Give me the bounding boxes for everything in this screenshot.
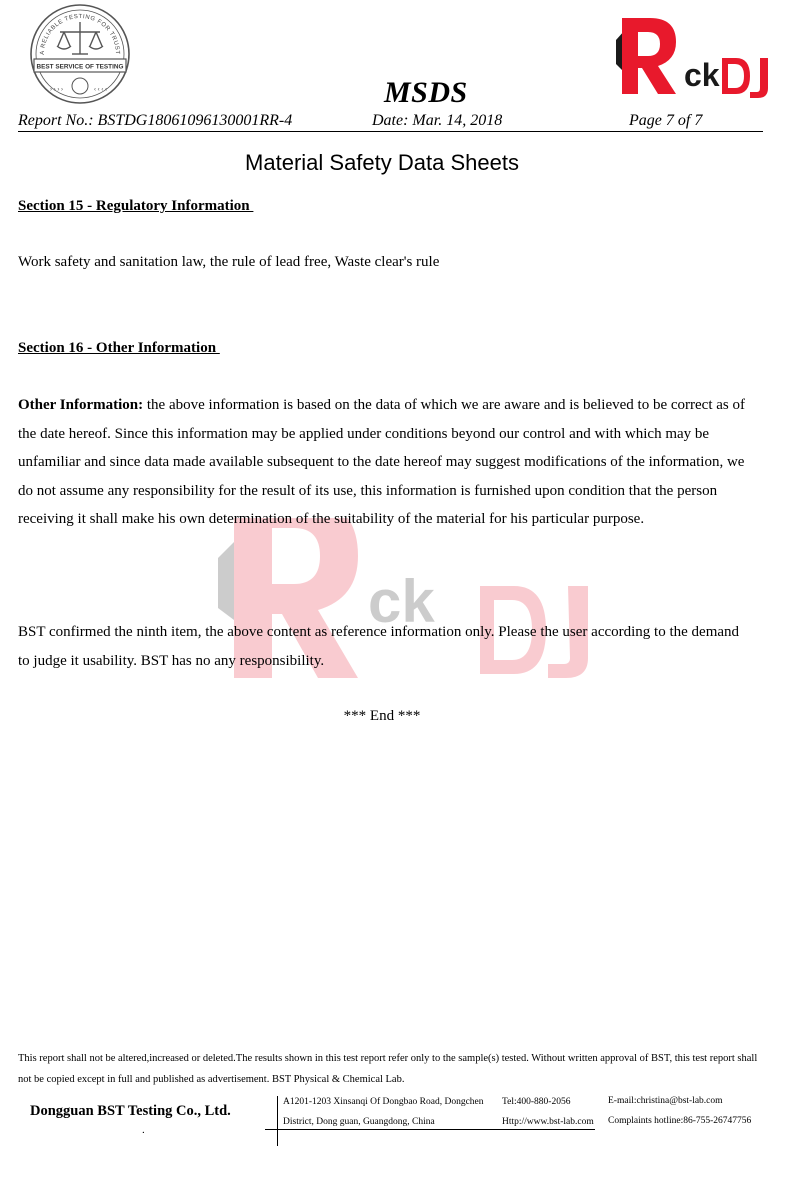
doc-type-title: MSDS — [384, 76, 468, 109]
report-date: Date: Mar. 14, 2018 — [372, 112, 503, 129]
end-mark: *** End *** — [343, 708, 421, 724]
svg-text:› › › ›: › › › › — [50, 87, 63, 93]
logo-ck-text: ck — [684, 57, 720, 93]
section-15-heading: Section 15 - Regulatory Information — [18, 198, 254, 214]
footer-disclaimer: This report shall not be altered,increased or deleted.The results shown in this test report refer only to the sample(s) tested. Without written approval of BST, this test report shall not be copied except in full and published as advertisement. BST Physical & Chemical Lab. — [18, 1053, 758, 1085]
telephone: Tel:400-880-2056 — [502, 1097, 571, 1107]
bst-seal-logo — [28, 2, 132, 106]
confirmation-text: BST confirmed the ninth item, the above content as reference information only. Please the user according to the demand to judge it usability. BST has no any responsibility. — [18, 624, 740, 669]
page-number: Page 7 of 7 — [629, 112, 703, 129]
svg-text:‹ ‹ ‹ ‹: ‹ ‹ ‹ ‹ — [94, 87, 107, 93]
section-16-heading: Section 16 - Other Information — [18, 340, 220, 356]
other-info-label: Other Information: — [18, 397, 144, 413]
seal-ring-text: A RELIABLE TESTING FOR TRUST — [39, 13, 121, 55]
complaints-hotline: Complaints hotline:86-755-26747756 — [608, 1116, 752, 1126]
page-title: Material Safety Data Sheets — [245, 150, 519, 175]
svg-text:ck: ck — [368, 568, 435, 635]
scales-icon — [57, 22, 103, 54]
header-divider — [18, 131, 763, 132]
section-16-paragraph — [18, 391, 754, 534]
address-line-2: District, Dong guan, Guangdong, China — [283, 1117, 435, 1127]
website: Http://www.bst-lab.com — [502, 1117, 594, 1127]
footer-vertical-divider — [277, 1096, 278, 1146]
footer-horizontal-divider — [265, 1129, 595, 1130]
other-info-text: the above information is based on the data of which we are aware and is believed to be correct as of the date hereof. Since this information may be applied under conditions beyond our control and with which may be unfamiliar and since data made available subsequent to the date hereof may suggest modifications of the information, we do not assume any responsibility for the result of its use, this information is furnished upon condition that the person receiving it shall make his own determination of the suitability of the material for his particular purpose. — [18, 397, 745, 527]
company-name: Dongguan BST Testing Co., Ltd. — [30, 1103, 231, 1119]
address-line-1: A1201-1203 Xinsanqi Of Dongbao Road, Dongchen — [283, 1097, 484, 1107]
report-number: Report No.: BSTDG18061096130001RR-4 — [18, 112, 293, 129]
rckdj-logo — [614, 14, 774, 100]
seal-banner-text: BEST SERVICE OF TESTING — [36, 63, 124, 71]
company-dot: . — [142, 1124, 145, 1136]
email: E-mail:christina@bst-lab.com — [608, 1096, 723, 1106]
section-15-text: Work safety and sanitation law, the rule of lead free, Waste clear's rule — [18, 254, 440, 270]
